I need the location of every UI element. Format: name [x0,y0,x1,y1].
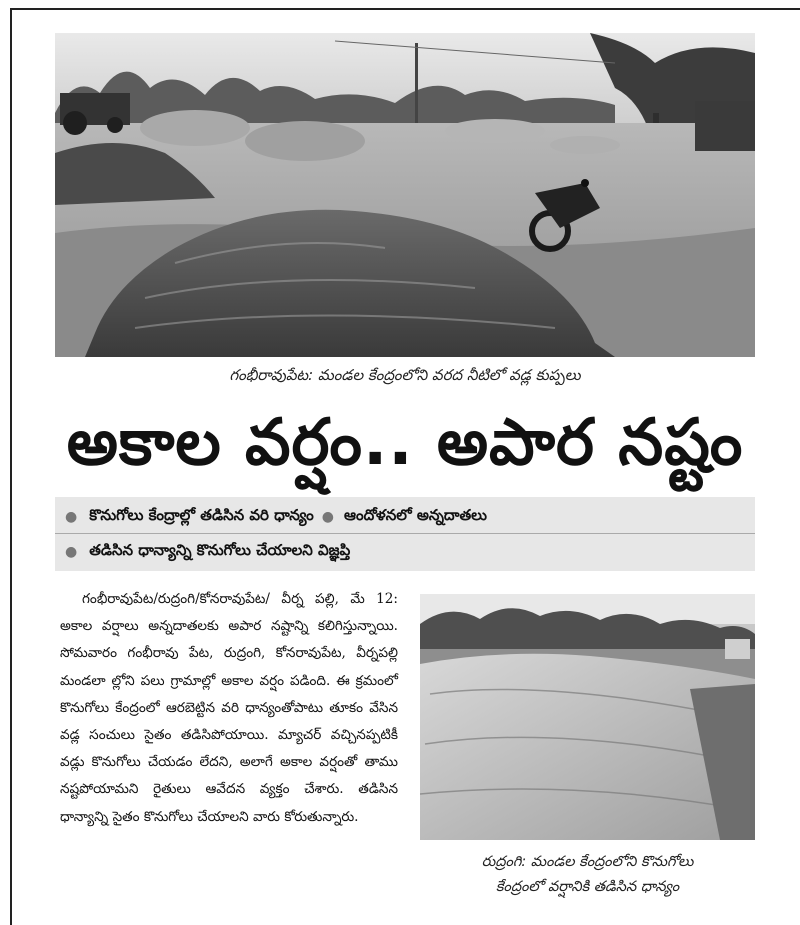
bullet-dot-icon: ● [321,509,334,525]
bullet-dot-icon: ● [65,509,78,525]
subhead-row-2 [55,537,755,567]
side-photo [420,594,755,840]
subhead-2: ఆందోళనలో అన్నదాతలు [344,506,487,524]
left-rule [10,8,12,925]
side-caption-line-1: రుద్రంగి: మండల కేంద్రంలోని కొనుగోలు [481,854,694,870]
headline: అకాల వర్షం.. అపార నష్టం [66,406,744,480]
article-paragraph: గంభీరావుపేట/రుద్రంగి/కోనరావుపేట/ వీర్న పల్లి, మే 12: అకాల వర్షాలు అన్నదాతలకు అపార నష్టాన్ని కలిగిస్తున్నాయి. సోమవారం గంభీరావు పేట, రుద్రంగి, కోనరావుపేట, వీర్నపల్లి మండలా ల్లోని పలు గ్రామాల్లో అకాల వర్షం పడింది. ఈ క్రమంలో కొనుగోలు కేంద్రంలో ఆరబెట్టిన వరి ధాన్యంతోపాటు తూకం వేసిన వడ్ల సంచులు సైతం తడిసిపోయాయి. మ్యాచర్ వచ్చినప్పటికీ వడ్లు కొనుగోలు చేయడం లేదని, అలాగే అకాల వర్షంతో తాము నష్టపోయామని రైతులు ఆవేదన వ్యక్తం చేశారు. తడిసిన ధాన్యాన్ని సైతం కొనుగోలు చేయాలని వారు కోరుతున్నారు. [60,591,398,825]
main-photo [55,33,755,357]
subhead-1: కొనుగోలు కేంద్రాల్లో తడిసిన వరి ధాన్యం [89,506,314,524]
subhead-divider [55,533,755,534]
side-photo-caption [420,850,755,900]
subhead-row-1 [55,502,755,532]
subhead-box [55,497,755,571]
bullet-dot-icon: ● [65,544,78,560]
article-body [60,586,398,831]
main-photo-caption: గంభీరావుపేట: మండల కేంద్రంలోని వరద నీటిలో వడ్ల కుప్పలు [229,366,581,384]
side-caption-line-2: కేంద్రంలో వర్షానికి తడిసిన ధాన్యం [495,879,680,895]
top-rule [10,8,800,10]
subhead-3: తడిసిన ధాన్యాన్ని కొనుగోలు చేయాలని విజ్ఞప్తి [89,541,351,559]
